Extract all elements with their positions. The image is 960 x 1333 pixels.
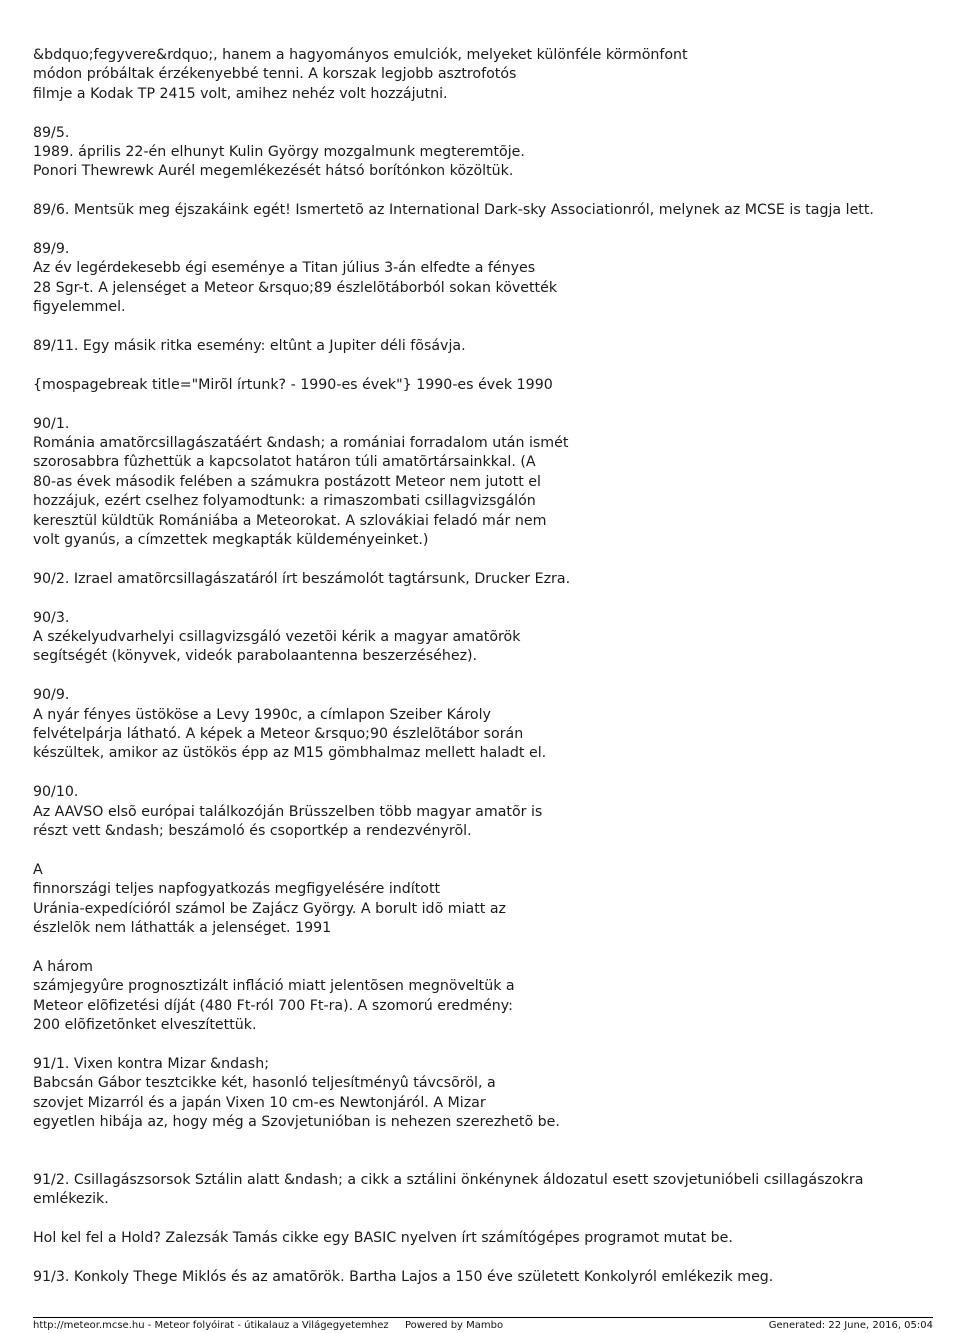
text-line: 28 Sgr-t. A jelenséget a Meteor &rsquo;89 észlelõtáborból sokan követték bbox=[33, 279, 558, 296]
text-line: keresztül küldtük Romániába a Meteorokat. A szlovákiai feladó már nem bbox=[33, 512, 547, 529]
paragraph bbox=[33, 686, 933, 764]
paragraph bbox=[33, 46, 933, 104]
text-line: 91/3. Konkoly Thege Miklós és az amatõrök. Bartha Lajos a 150 éve született Konkolyról emlékezik meg. bbox=[33, 1268, 774, 1285]
paragraph bbox=[33, 124, 933, 182]
text-line: 89/9. bbox=[33, 241, 70, 258]
text-line: emlékezik. bbox=[33, 1190, 109, 1207]
text-line: Ponori Thewrewk Aurél megemlékezését hátsó borítónkon közöltük. bbox=[33, 163, 514, 180]
text-line: A három bbox=[33, 958, 93, 975]
footer-powered-by: Powered by Mambo bbox=[405, 1320, 504, 1331]
text-line: készültek, amikor az üstökös épp az M15 gömbhalmaz mellett haladt el. bbox=[33, 745, 547, 762]
text-line: filmje a Kodak TP 2415 volt, amihez nehéz volt hozzájutni. bbox=[33, 85, 448, 102]
text-line: Románia amatõrcsillagászatáért &ndash; a romániai forradalom után ismét bbox=[33, 435, 569, 452]
paragraph bbox=[33, 570, 933, 589]
text-line: észlelõk nem láthatták a jelenséget. 1991 bbox=[33, 920, 332, 937]
text-line: egyetlen hibája az, hogy még a Szovjetunióban is nehezen szerezhetõ be. bbox=[33, 1114, 560, 1131]
text-line: 91/2. Csillagászsorsok Sztálin alatt &ndash; a cikk a sztálini önkénynek áldozatul esett szovjetunióbeli csillagászokra bbox=[33, 1171, 864, 1188]
paragraph bbox=[33, 1171, 933, 1210]
text-line: részt vett &ndash; beszámoló és csoportkép a rendezvényrõl. bbox=[33, 823, 472, 840]
text-line: segítségét (könyvek, videók parabolaantenna beszerzéséhez). bbox=[33, 648, 478, 665]
text-line: 90/10. bbox=[33, 784, 79, 801]
text-line: Babcsán Gábor tesztcikke két, hasonló teljesítményû távcsõröl, a bbox=[33, 1075, 496, 1092]
text-line: 200 elõfizetõnket elveszítettük. bbox=[33, 1017, 257, 1034]
text-line: 1989. április 22-én elhunyt Kulin György mozgalmunk megteremtõje. bbox=[33, 144, 525, 161]
paragraph bbox=[33, 1268, 933, 1287]
text-line: 91/1. Vixen kontra Mizar &ndash; bbox=[33, 1055, 269, 1072]
text-line: 90/2. Izrael amatõrcsillagászatáról írt beszámolót tagtársunk, Drucker Ezra. bbox=[33, 570, 571, 587]
text-line: Hol kel fel a Hold? Zalezsák Tamás cikke egy BASIC nyelven írt számítógépes programot mutat be. bbox=[33, 1229, 733, 1246]
paragraph bbox=[33, 609, 933, 667]
text-line: A bbox=[33, 861, 43, 878]
text-line: 90/3. bbox=[33, 609, 70, 626]
paragraph bbox=[33, 861, 933, 939]
paragraph bbox=[33, 1055, 933, 1133]
paragraph bbox=[33, 415, 933, 551]
paragraph bbox=[33, 1229, 933, 1248]
text-line: Az AAVSO elsõ európai találkozóján Brüsszelben több magyar amatõr is bbox=[33, 803, 543, 820]
page-footer bbox=[33, 1317, 933, 1332]
paragraph bbox=[33, 337, 933, 356]
text-line: 90/1. bbox=[33, 415, 70, 432]
paragraph bbox=[33, 201, 933, 220]
text-line: 89/5. bbox=[33, 124, 70, 141]
paragraph bbox=[33, 240, 933, 318]
text-line: módon próbáltak érzékenyebbé tenni. A korszak legjobb asztrofotós bbox=[33, 66, 517, 83]
text-line: felvételpárja látható. A képek a Meteor &rsquo;90 észlelõtábor során bbox=[33, 726, 524, 743]
paragraph bbox=[33, 783, 933, 841]
text-line: volt gyanús, a címzettek megkapták küldeményeinket.) bbox=[33, 532, 429, 549]
text-line: 89/11. Egy másik ritka esemény: eltûnt a Jupiter déli fõsávja. bbox=[33, 338, 466, 355]
text-line: {mospagebreak title="Mirõl írtunk? - 1990-es évek"} 1990-es évek 1990 bbox=[33, 376, 553, 393]
text-line: A székelyudvarhelyi csillagvizsgáló vezetõi kérik a magyar amatõrök bbox=[33, 629, 521, 646]
article-body bbox=[33, 46, 933, 1306]
text-line: figyelemmel. bbox=[33, 299, 126, 316]
text-line: 90/9. bbox=[33, 687, 70, 704]
text-line: szorosabbra fûzhettük a kapcsolatot határon túli amatõrtársainkkal. (A bbox=[33, 454, 536, 471]
text-line: szovjet Mizarról és a japán Vixen 10 cm-es Newtonjáról. A Mizar bbox=[33, 1094, 486, 1111]
text-line: hozzájuk, ezért cselhez folyamodtunk: a rimaszombati csillagvizsgálón bbox=[33, 493, 536, 510]
text-line: számjegyûre prognosztizált infláció miatt jelentõsen megnöveltük a bbox=[33, 978, 515, 995]
text-line: &bdquo;fegyvere&rdquo;, hanem a hagyományos emulciók, melyeket különféle körmönfont bbox=[33, 47, 688, 63]
text-line: Meteor elõfizetési díját (480 Ft-ról 700 Ft-ra). A szomorú eredmény: bbox=[33, 997, 513, 1014]
footer-site-link[interactable]: http://meteor.mcse.hu - Meteor folyóirat - útikalauz a Világegyetemhez bbox=[33, 1320, 389, 1331]
text-line: Az év legérdekesebb égi eseménye a Titan július 3-án elfedte a fényes bbox=[33, 260, 536, 277]
text-line: 89/6. Mentsük meg éjszakáink egét! Ismertetõ az International Dark-sky Associationról, melynek az MCSE is tagja lett. bbox=[33, 202, 874, 219]
text-line: 80-as évek második felében a számukra postázott Meteor nem jutott el bbox=[33, 473, 541, 490]
paragraph bbox=[33, 958, 933, 1036]
text-line: Uránia-expedícióról számol be Zajácz György. A borult idõ miatt az bbox=[33, 900, 506, 917]
text-line: A nyár fényes üstököse a Levy 1990c, a címlapon Szeiber Károly bbox=[33, 706, 491, 723]
footer-generated-date: Generated: 22 June, 2016, 05:04 bbox=[768, 1320, 933, 1331]
paragraph bbox=[33, 376, 933, 395]
text-line: finnországi teljes napfogyatkozás megfigyelésére indított bbox=[33, 881, 441, 898]
